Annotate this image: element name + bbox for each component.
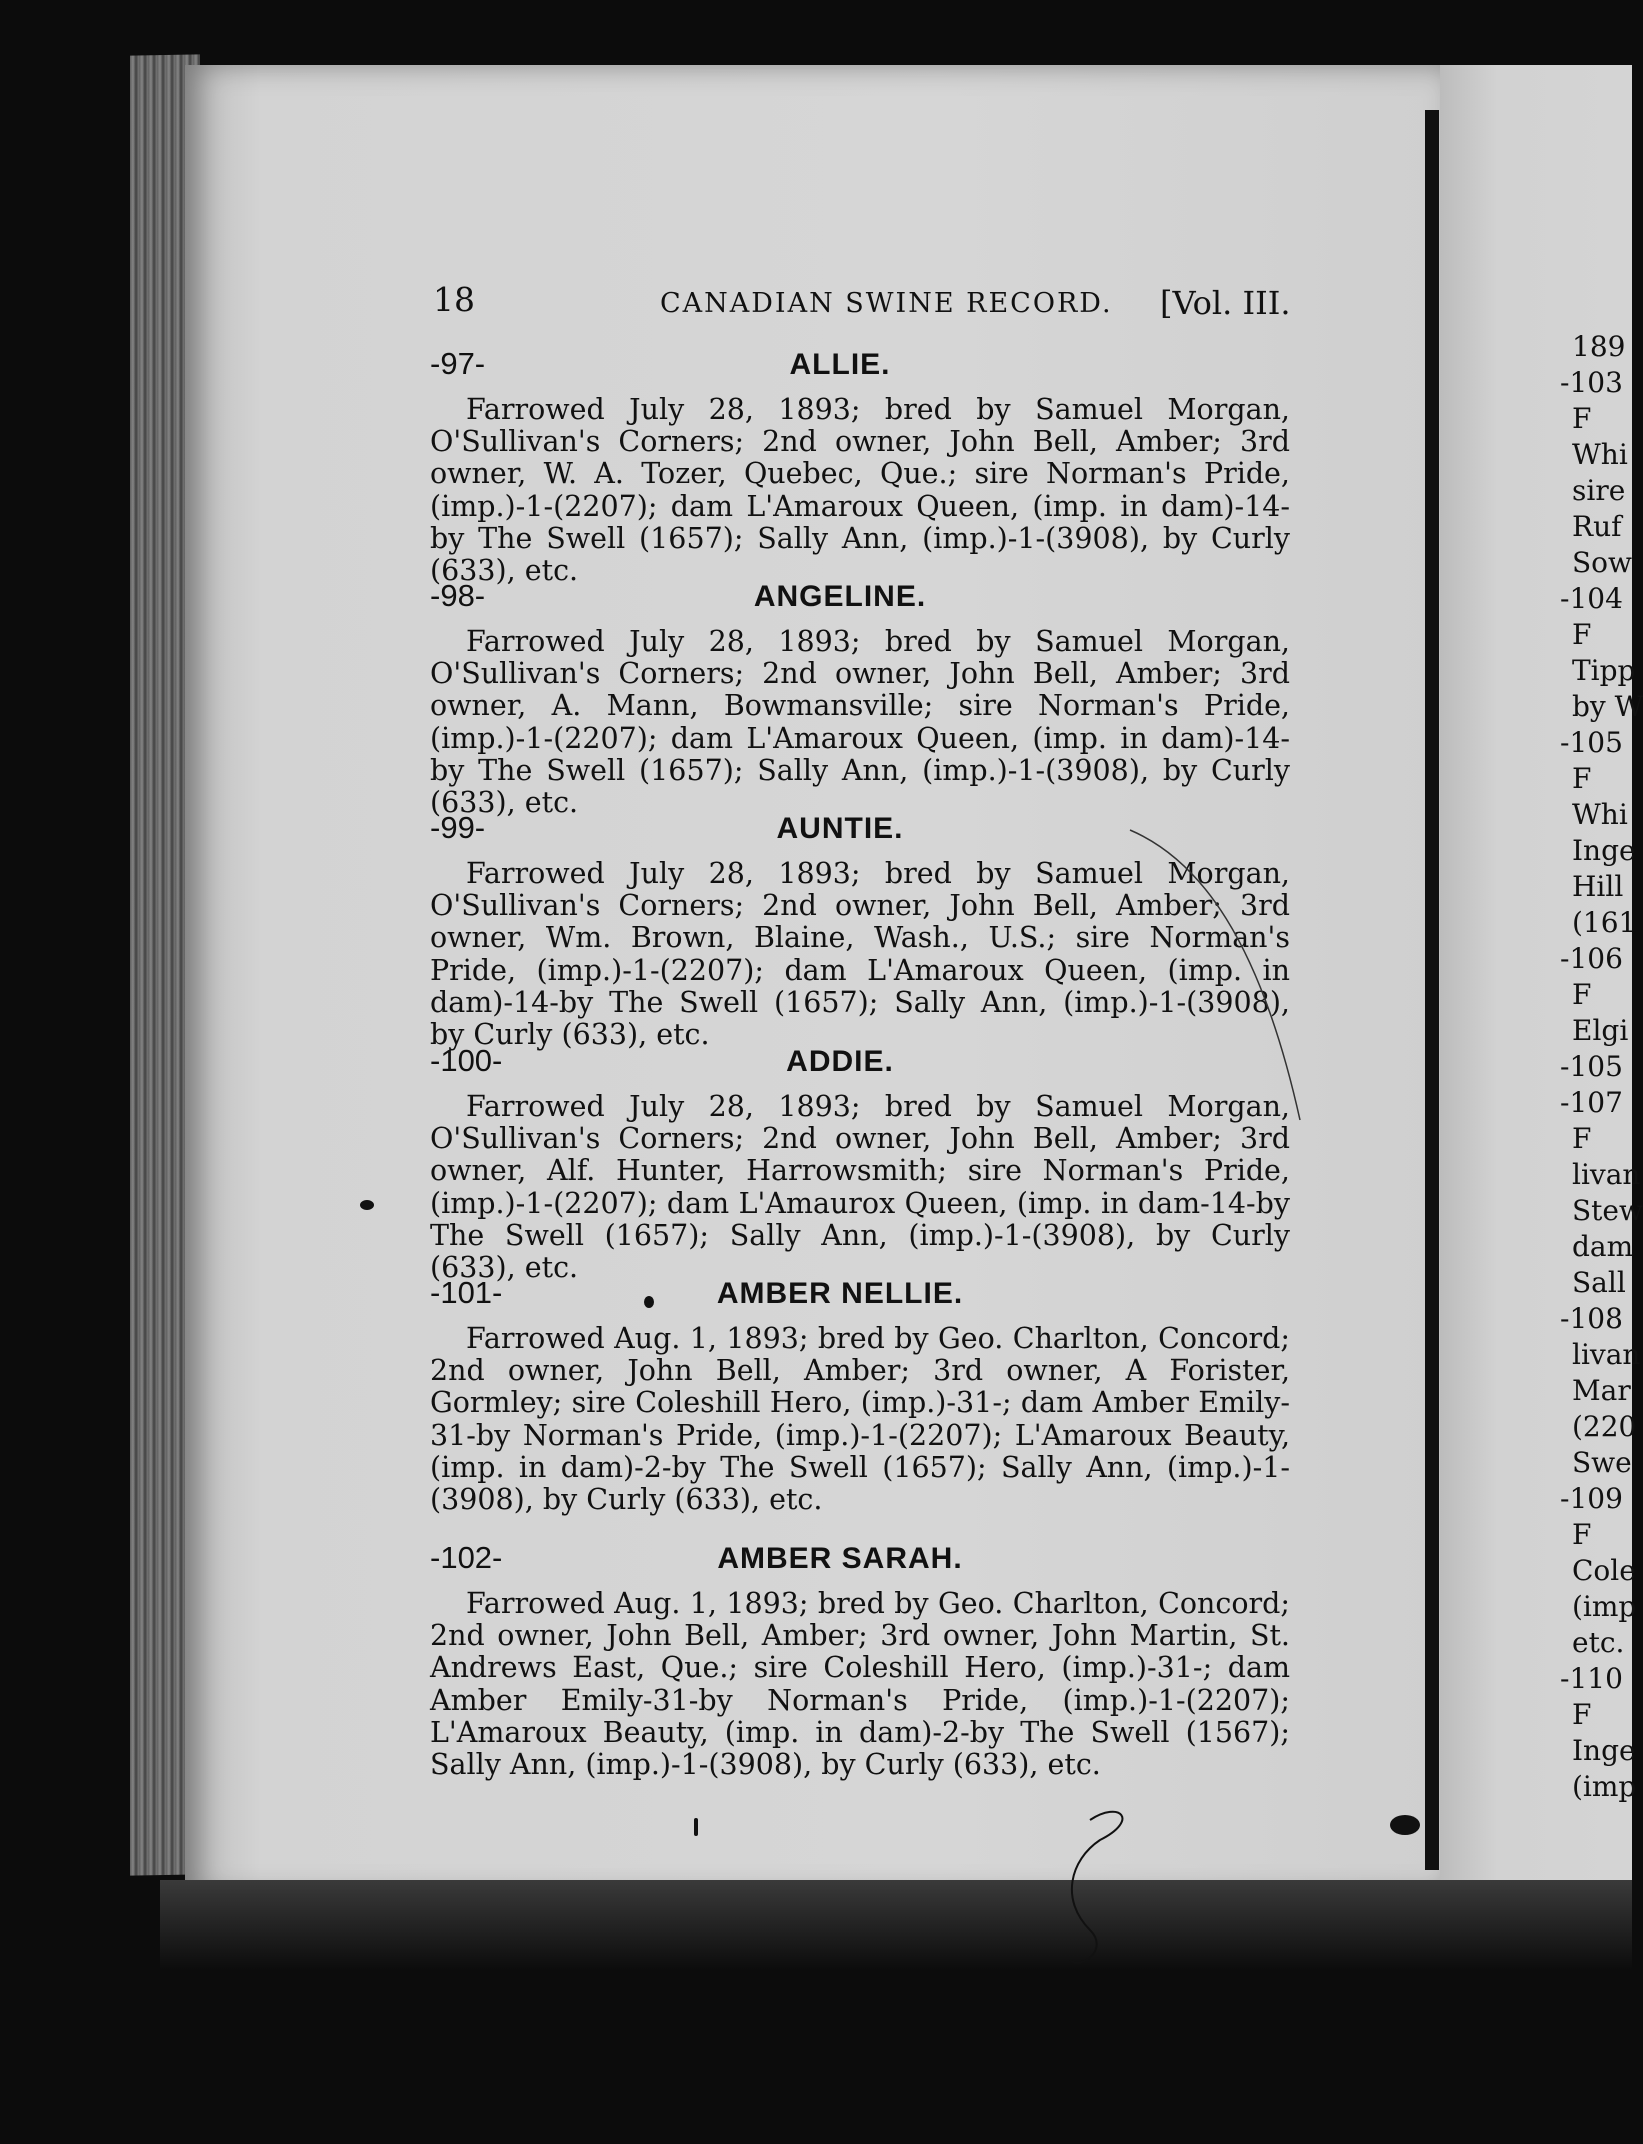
facing-page-fragment: F [1572, 618, 1592, 651]
facing-page-fragment: Whi [1572, 438, 1628, 471]
facing-page-fragment: -108 [1560, 1302, 1623, 1335]
facing-page-fragment: -105 [1560, 726, 1623, 759]
facing-page-fragment: F [1572, 978, 1592, 1011]
entry-name: ADDIE. [786, 1045, 894, 1078]
entry-number: -100- [430, 1043, 503, 1078]
entry-name: AMBER NELLIE. [716, 1277, 964, 1310]
facing-page-fragment: -107 [1560, 1086, 1623, 1119]
facing-page-fragment: (161 [1572, 906, 1637, 939]
facing-page-fragment: by W [1572, 690, 1643, 723]
facing-page-fragment: (220 [1572, 1410, 1637, 1443]
pencil-scribble [1120, 820, 1320, 1140]
facing-page-fragment: F [1572, 1518, 1592, 1551]
facing-page-fragment: Sow [1572, 546, 1633, 579]
facing-page-fragment: -105 [1560, 1050, 1623, 1083]
facing-page-fragment: Inge [1572, 834, 1636, 867]
facing-page-fragment: -103 [1560, 366, 1623, 399]
binding-gutter [1425, 110, 1439, 1870]
facing-page-fragment: -110 [1560, 1662, 1623, 1695]
facing-page-fragment: -106 [1560, 942, 1623, 975]
facing-page-fragment: dam [1572, 1230, 1634, 1263]
facing-page-fragment: Ruf [1572, 510, 1622, 543]
facing-page-fragment: Sall [1572, 1266, 1626, 1299]
facing-page-fragment: F [1572, 402, 1592, 435]
facing-page-fragment: Swe [1572, 1446, 1632, 1479]
page-number: 18 [433, 280, 475, 319]
facing-page-fragment: Stew [1572, 1194, 1643, 1227]
entry-number: -98- [430, 578, 486, 613]
ink-blot [1390, 1815, 1420, 1835]
entry-number: -97- [430, 346, 486, 381]
facing-page-fragment: F [1572, 762, 1592, 795]
facing-page-fragment: Mar [1572, 1374, 1631, 1407]
facing-page-fragment: (imp [1572, 1590, 1637, 1623]
entry-text: Farrowed Aug. 1, 1893; bred by Geo. Charlton, Concord; 2nd owner, John Bell, Amber; 3rd owner, John Martin, St. Andrews East, Que.; sire Coleshill Hero, (imp.)-31-; dam Amber Emily-31-by Norman's Pride, (imp.)-1-(2207); L'Amaroux Beauty, (imp. in dam)-2-by The Swell (1567); Sally Ann, (imp.)-1-(3908), by Curly (633), etc. [430, 1587, 1290, 1782]
entry-text: Farrowed July 28, 1893; bred by Samuel Morgan, O'Sullivan's Corners; 2nd owner, John Bell, Amber; 3rd owner, Wm. Brown, Blaine, Wash., U.S.; sire Norman's Pride, (imp.)-1-(2207); dam L'Amaroux Queen, (imp. in dam)-14-by The Swell (1657); Sally Ann, (imp.)-1-(3908), by Curly (633), etc. [430, 857, 1290, 1052]
facing-page-fragment: livan [1572, 1158, 1641, 1191]
entry-text: Farrowed July 28, 1893; bred by Samuel Morgan, O'Sullivan's Corners; 2nd owner, John Bell, Amber; 3rd owner, W. A. Tozer, Quebec, Que.; sire Norman's Pride, (imp.)-1-(2207); dam L'Amaroux Queen, (imp. in dam)-14-by The Swell (1657); Sally Ann, (imp.)-1-(3908), by Curly (633), etc. [430, 393, 1290, 588]
facing-page-fragment: Inge [1572, 1734, 1636, 1767]
facing-page-fragment: (imp [1572, 1770, 1637, 1803]
facing-page-fragment: F [1572, 1698, 1592, 1731]
entry-number: -101- [430, 1275, 503, 1310]
running-header [0, 280, 1632, 330]
bottom-shadow [160, 1880, 1632, 1970]
facing-page-fragment: Cole [1572, 1554, 1636, 1587]
facing-page-fragment: etc. [1572, 1626, 1625, 1659]
ink-speck [694, 1818, 698, 1836]
ink-speck [644, 1296, 654, 1308]
entry-name: ANGELINE. [753, 580, 927, 613]
entry-number: -102- [430, 1540, 503, 1575]
entry-number: -99- [430, 810, 486, 845]
entry-name: AUNTIE. [776, 812, 904, 845]
facing-page-fragment: F [1572, 1122, 1592, 1155]
entry-text: Farrowed Aug. 1, 1893; bred by Geo. Charlton, Concord; 2nd owner, John Bell, Amber; 3rd owner, A Forister, Gormley; sire Coleshill Hero, (imp.)-31-; dam Amber Emily-31-by Norman's Pride, (imp.)-1-(2207); L'Amaroux Beauty, (imp. in dam)-2-by The Swell (1657); Sally Ann, (imp.)-1-(3908), by Curly (633), etc. [430, 1322, 1290, 1517]
entry-name: AMBER SARAH. [717, 1542, 963, 1575]
entry-name: ALLIE. [789, 348, 891, 381]
facing-page-fragment: Tipp [1572, 654, 1636, 687]
facing-page-fragment: -109 [1560, 1482, 1623, 1515]
facing-page-fragment: 189 [1572, 330, 1626, 363]
journal-title: CANADIAN SWINE RECORD. [660, 288, 1113, 319]
facing-page-fragment: Hill [1572, 870, 1624, 903]
pencil-scribble [1030, 1780, 1150, 1980]
facing-page-fragment: -104 [1560, 582, 1623, 615]
facing-page-fragment: sire [1572, 474, 1626, 507]
facing-page-fragment: livan [1572, 1338, 1641, 1371]
volume-label: [Vol. III. [1160, 284, 1291, 322]
ink-speck [360, 1200, 374, 1210]
facing-page-fragment: Elgi [1572, 1014, 1629, 1047]
facing-page-fragment: Whi [1572, 798, 1628, 831]
entry-text: Farrowed July 28, 1893; bred by Samuel Morgan, O'Sullivan's Corners; 2nd owner, John Bell, Amber; 3rd owner, Alf. Hunter, Harrowsmith; sire Norman's Pride, (imp.)-1-(2207); dam L'Amaurox Queen, (imp. in dam-14-by The Swell (1657); Sally Ann, (imp.)-1-(3908), by Curly (633), etc. [430, 1090, 1290, 1285]
entry-text: Farrowed July 28, 1893; bred by Samuel Morgan, O'Sullivan's Corners; 2nd owner, John Bell, Amber; 3rd owner, A. Mann, Bowmansville; sire Norman's Pride, (imp.)-1-(2207); dam L'Amaroux Queen, (imp. in dam)-14-by The Swell (1657); Sally Ann, (imp.)-1-(3908), by Curly (633), etc. [430, 625, 1290, 820]
